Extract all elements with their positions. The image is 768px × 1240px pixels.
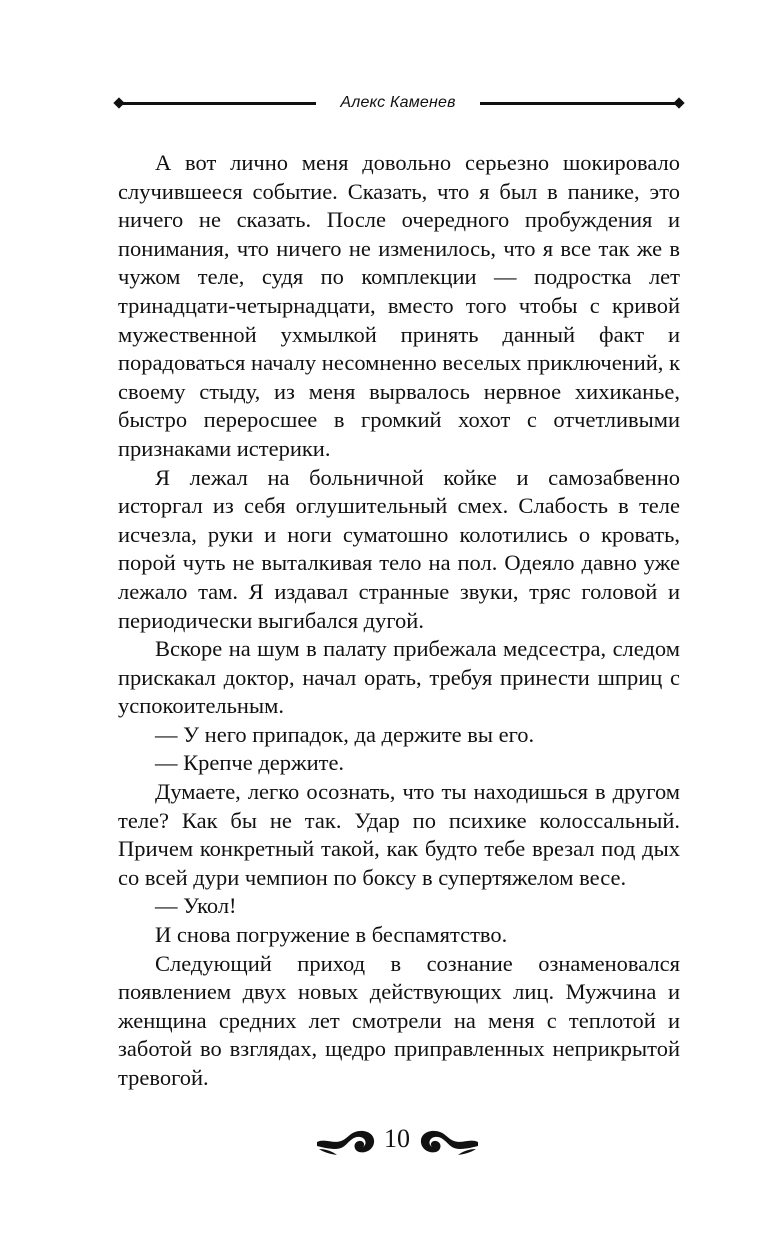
header-rule-right: [480, 102, 680, 105]
dialogue-line: — У него припадок, да держите вы его.: [155, 721, 535, 747]
body-text: [118, 149, 680, 1093]
dialogue-line: — Укол!: [155, 893, 237, 919]
running-header: [118, 90, 680, 116]
paragraph: Я лежал на больничной койке и самозабвенно исторгал из себя оглушительный смех. Слабость в теле исчезла, руки и ноги суматошно колотились о кровать, порой чуть не выталкивая тело на пол. Одеяло давно уже лежало там. Я издавал странные звуки, тряс головой и периодически выгибался дугой.: [118, 464, 680, 633]
dialogue-line: — Крепче держите.: [155, 750, 345, 776]
header-diamond-right-icon: [673, 97, 684, 108]
flourish-right-icon: [418, 1122, 480, 1158]
paragraph: И снова погружение в беспамятство.: [155, 922, 508, 948]
page-number: 10: [384, 1124, 410, 1153]
paragraph: Вскоре на шум в палату прибежала медсестра, следом прискакал доктор, начал орать, требуя принести шприц с успокоительным.: [118, 636, 680, 719]
header-rule-left: [118, 102, 316, 105]
page-footer: [0, 1118, 768, 1162]
paragraph: Следующий приход в сознание ознаменовался появлением двух новых действующих лиц. Мужчина и женщина средних лет смотрели на меня с теплотой и заботой во взглядах, щедро приправленных неприкрытой тревогой.: [118, 950, 680, 1090]
flourish-left-icon: [315, 1122, 377, 1158]
paragraph: Думаете, легко осознать, что ты находишься в другом теле? Как бы не так. Удар по психике колоссальный. Причем конкретный такой, как будто тебе врезал под дых со всей дури чемпион по боксу в супертяжелом весе.: [118, 779, 680, 890]
header-diamond-left-icon: [113, 97, 124, 108]
running-title: Алекс Каменев: [340, 94, 456, 111]
paragraph: А вот лично меня довольно серьезно шокировало случившееся событие. Сказать, что я был в панике, это ничего не сказать. После очередного пробуждения и понимания, что ничего не изменилось, что я все так же в чужом теле, судя по комплекции — подростка лет тринадцати-четырнадцати, вместо того чтобы с кривой мужественной ухмылкой принять данный факт и порадоваться началу несомненно веселых приключений, к своему стыду, из меня вырвалось нервное хихиканье, быстро переросшее в громкий хохот с отчетливыми признаками истерики.: [118, 150, 680, 461]
